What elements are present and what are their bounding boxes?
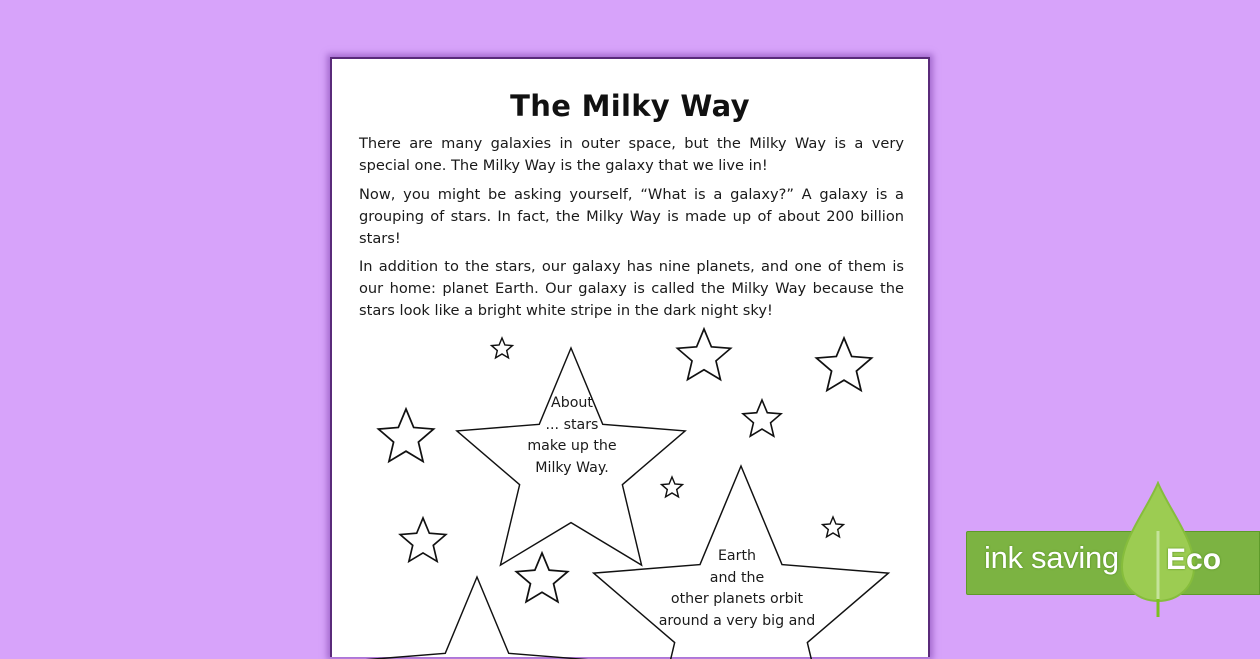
- prompt-line: around a very big and: [658, 612, 816, 629]
- prompt-line: Milky Way.: [535, 459, 609, 476]
- prompt-line: About: [551, 395, 593, 411]
- star-icon: [816, 338, 871, 390]
- star-icon: [363, 577, 591, 659]
- star-prompt-stars-count: [502, 393, 642, 479]
- paragraph-intro: There are many galaxies in outer space, but the Milky Way is a very special one. The Milky Way is the galaxy that we live in!: [359, 135, 904, 174]
- ink-saving-label: ink saving: [984, 540, 1119, 575]
- star-icon: [516, 553, 567, 602]
- prompt-line: ... stars: [545, 416, 599, 433]
- prompt-line: make up the: [527, 438, 617, 454]
- star-icon: [400, 518, 446, 561]
- star-icon: [378, 409, 433, 461]
- star-icon: [823, 517, 844, 537]
- star-prompt-earth-orbit: [632, 546, 842, 632]
- star-icon: [492, 338, 513, 358]
- star-icon: [662, 477, 683, 497]
- prompt-line: Earth: [717, 548, 757, 564]
- star-icon: [743, 400, 781, 436]
- prompt-line: and the: [709, 569, 765, 586]
- worksheet-page: [330, 57, 930, 657]
- page-title: The Milky Way: [510, 89, 750, 123]
- prompt-line: other planets orbit: [670, 591, 804, 607]
- eco-word: Eco: [1166, 543, 1222, 576]
- paragraph-earth: In addition to the stars, our galaxy has nine planets, and one of them is our home: planet Earth. Our galaxy is called the Milky Way because the stars look like a bright white stripe in the dark night sky!: [359, 258, 904, 319]
- star-icon: [677, 329, 730, 380]
- ink-saving-eco-badge: [966, 531, 1260, 595]
- paragraph-galaxy-definition: Now, you might be asking yourself, “What is a galaxy?” A galaxy is a grouping of stars. In fact, the Milky Way is made up of about 200 billion stars!: [359, 186, 904, 247]
